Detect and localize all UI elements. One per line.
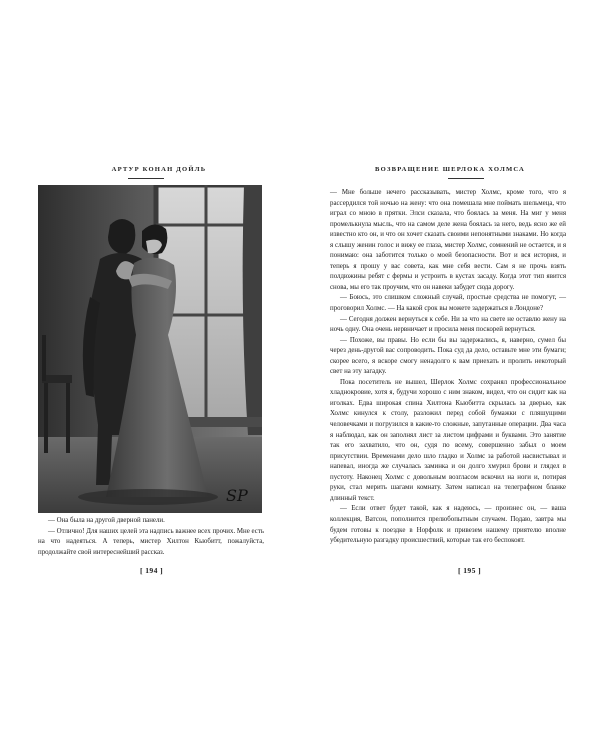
illustration-drawing	[38, 185, 262, 513]
left-page-text	[38, 516, 264, 558]
right-paragraph-5: Пока посетитель не вышел, Шерлок Холмс сохранял профессиональное хладнокровие, хотя я, будучи хорошо с ним знаком, видел, что он сидит как на иголках. Едва широкая спина Хилтона Кьюбитта скрылась за дверью, как Холмс кинулся к столу, разложил перед собой бумажки с пляшущими человечками и погрузился в какие-то сложные, запутанные операции. Два часа я наблюдал, как он заполнял лист за листом цифрами и буквами. Это занятие так его захватило, что он, судя по всему, совершенно забыл о моем присутствии. Временами дело шло гладко и Холмс за работой насвистывал и напевал, иногда же случалась заминка и он долго хмурил брови и глядел в пустоту. Наконец Холмс с довольным возгласом вскочил на ноги и, потирая руки, стал мерить шагами комнату. Затем написал на телеграфном бланке длинный текст.	[330, 378, 566, 502]
right-page-text	[330, 188, 566, 547]
right-running-head: ВОЗВРАЩЕНИЕ ШЕРЛОКА ХОЛМСА	[375, 166, 525, 173]
right-paragraph-2: — Боюсь, это слишком сложный случай, простые средства не помогут, — проговорил Холмс. — На какой срок вы можете задержаться в Лондоне?	[330, 294, 566, 313]
folio-bracket-open: [	[458, 566, 464, 575]
right-paragraph-6: — Если ответ будет такой, как я надеюсь, — произнес он, — ваша коллекция, Ватсон, пополнится прелюбопытным случаем. Подаю, завтра мы будем готовы к поездке в Норфолк и привезем нашему приятелю вполне убедительную разгадку происшествий, которые так его беспокоят.	[330, 505, 566, 545]
right-paragraph-1: — Мне больше нечего рассказывать, мистер Холмс, кроме того, что я рассердился той ночью на жену: что она помешала мне поймать шельмеца, что играл со мною в прятки. Элси сказала, что боялась за меня. На миг у меня промелькнула мысль, что на самом деле жена боялась за него, ведь ясно же ей известно кто он, и что он хочет сказать своими непонятными знаками. Но когда я слышу женин голос и вижу ее глаза, мистер Холмс, сомнений не остается, и я понимаю: она заботится только о моей безопасности. Вот и вся история, и теперь я прошу у вас совета, как мне себя вести. Сам я не прочь взять полдюжины ребят с фермы и устроить в кустах засаду. Когда этот тип явится снова, мы его так проучим, что он навеки забудет сюда дорогу.	[330, 189, 566, 291]
right-page-number: 195	[463, 566, 476, 575]
left-head-rule	[128, 178, 164, 179]
illustration-signature: SP	[226, 486, 248, 505]
left-paragraph-1: — Она была на другой дверной панели.	[48, 517, 165, 524]
left-running-head: АРТУР КОНАН ДОЙЛЬ	[111, 166, 207, 173]
folio-bracket-open: [	[140, 566, 146, 575]
right-paragraph-4: — Похоже, вы правы. Но если бы вы задержались, я, наверно, сумел бы через день-другой вас сопроводить. Пока суд да дело, оставьте мне эти бумаги; скорее всего, я вскоре смогу ненадолго к вам приехать и пролить некоторый свет на эту загадку.	[330, 336, 566, 376]
folio-bracket-close: ]	[475, 566, 482, 575]
folio-bracket-close: ]	[157, 566, 164, 575]
right-paragraph-3: — Сегодня должен вернуться к себе. Ни за что на свете не оставлю жену на ночь одну. Она очень нервничает и просила меня поскорей вернуться.	[330, 315, 566, 334]
illustration-embracing-couple	[38, 185, 262, 513]
right-head-rule	[448, 178, 484, 179]
left-page-number: 194	[145, 566, 158, 575]
left-paragraph-2: — Отлично! Для наших целей эта надпись важнее всех прочих. Мне есть на что надеяться. А теперь, мистер Хилтон Кьюбитт, пожалуйста, продолжайте свой интереснейший рассказ.	[38, 527, 264, 556]
left-folio	[140, 566, 163, 575]
